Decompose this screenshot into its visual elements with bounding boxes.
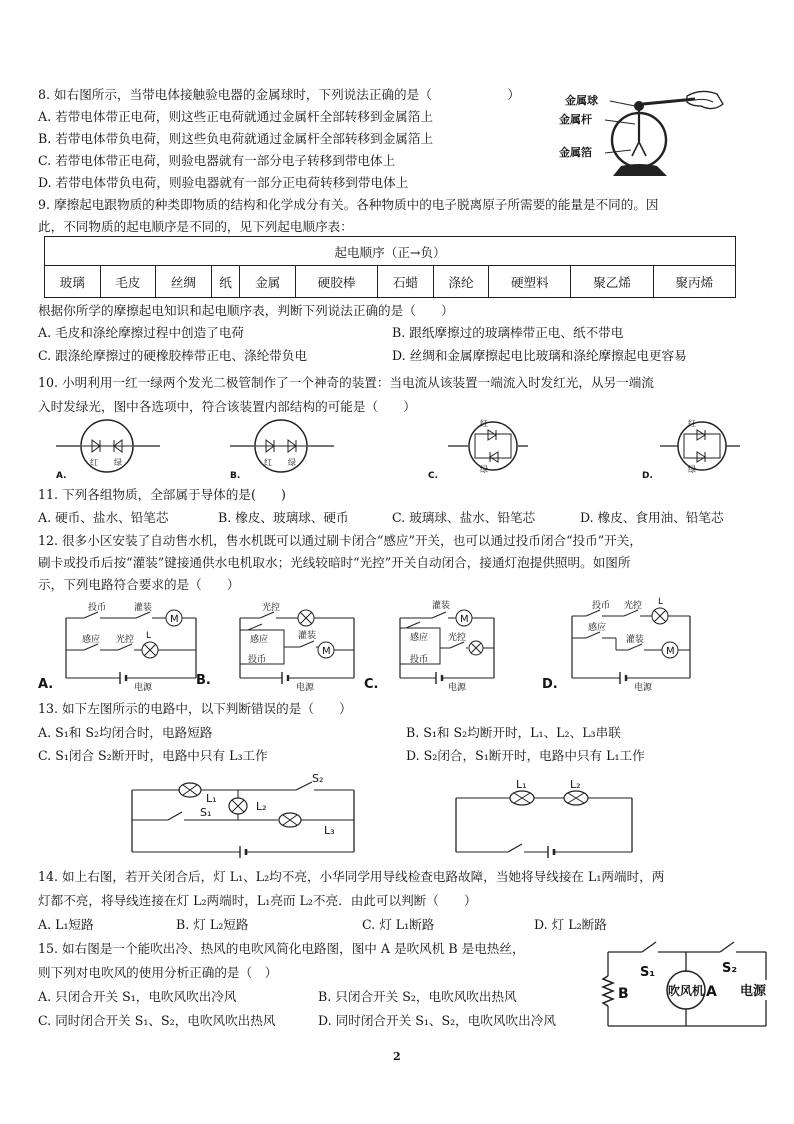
q10-figure-b (230, 418, 340, 480)
label-sense: 感应 (588, 623, 607, 633)
q8-option-c: C. 若带电体带正电荷，则验电器就有一部分电子转移到带电体上 (38, 153, 396, 168)
q12-stem-line3: 示，下列电路符合要求的是（ ） (38, 577, 240, 592)
table-cell: 硬塑料 (489, 266, 571, 298)
motor-label: M (170, 614, 179, 625)
label-sense: 感应 (82, 635, 101, 645)
label-s2: S₂ (312, 772, 324, 785)
charge-sequence-table (44, 236, 736, 298)
q13-circuit (128, 770, 364, 862)
q14-stem-line2: 灯都不亮，将导线连接在灯 L₂两端时，L₁亮而 L₂不亮．由此可以判断（ ） (38, 893, 477, 908)
label-power: 电源 (134, 683, 153, 693)
q13-option-c: C. S₁闭合 S₂断开时，电路中只有 L₃工作 (38, 748, 268, 763)
q12-fig-letter-b: B. (196, 673, 211, 688)
label-coin: 投币 (592, 601, 611, 611)
q9-option-a: A. 毛皮和涤纶摩擦过程中创造了电荷 (38, 325, 245, 340)
label-l1: L₁ (516, 778, 527, 791)
table-cell: 聚丙烯 (653, 266, 735, 298)
label-l2: L₂ (570, 778, 581, 791)
motor-label: M (460, 614, 469, 625)
q14-stem-line1: 14. 如上右图，若开关闭合后，灯 L₁、L₂均不亮，小华同学用导线检查电路故障，当她将导线接在 L₁两端时，两 (38, 869, 665, 884)
fig-letter: C. (428, 471, 439, 481)
q12-figure-d (540, 596, 700, 692)
red-label: 红 (688, 419, 696, 428)
red-label: 红 (90, 458, 98, 467)
q13-option-a: A. S₁和 S₂均闭合时，电路短路 (38, 725, 213, 740)
q9-option-b: B. 跟纸摩擦过的玻璃棒带正电、纸不带电 (392, 325, 624, 340)
q11-option-a: A. 硬币、盐水、铅笔芯 (38, 510, 169, 525)
label-l1: L₁ (206, 792, 217, 805)
label-a: A (706, 984, 717, 1000)
lamp-label: L (658, 597, 664, 607)
q9-option-d: D. 丝绸和金属摩擦起电比玻璃和涤纶摩擦起电更容易 (392, 348, 687, 363)
label-power: 电源 (740, 984, 767, 999)
label-metal-rod: 金属杆 (559, 113, 592, 126)
table-cell: 纸 (211, 266, 240, 298)
q15-stem-line2: 则下列对电吹风的使用分析正确的是（ ） (38, 965, 278, 980)
q8-option-a: A. 若带电体带正电荷，则这些正电荷就通过金属杆全部转移到金属箔上 (38, 109, 433, 124)
label-s2: S₂ (722, 961, 738, 976)
label-l3: L₃ (324, 824, 335, 837)
q13-option-d: D. S₂闭合，S₁断开时，电路中只有 L₁工作 (406, 748, 645, 763)
label-sense: 感应 (250, 635, 269, 645)
q12-stem-line1: 12. 很多小区安装了自动售水机，售水机既可以通过刷卡闭合“感应”开关，也可以通过投币闭合“投币”开关， (38, 533, 642, 548)
label-coin: 投币 (88, 603, 107, 613)
label-coin: 投币 (410, 655, 429, 665)
label-metal-foil: 金属箔 (559, 146, 592, 159)
q12-figure-c (362, 600, 512, 692)
label-fill: 灌装 (432, 601, 451, 611)
label-s1: S₁ (640, 965, 656, 980)
table-cell: 涤纶 (433, 266, 489, 298)
label-light: 光控 (262, 603, 281, 613)
label-fill: 灌装 (298, 631, 317, 641)
q11-option-b: B. 橡皮、玻璃球、硬币 (218, 510, 349, 525)
table-title: 起电顺序（正→负） (45, 237, 736, 266)
table-cell: 石蜡 (378, 266, 434, 298)
q13-option-b: B. S₁和 S₂均断开时，L₁、L₂、L₃串联 (406, 725, 621, 740)
q14-option-b: B. 灯 L₂短路 (176, 917, 249, 932)
q14-option-c: C. 灯 L₁断路 (362, 917, 435, 932)
label-light: 光控 (624, 601, 643, 611)
motor-label: M (666, 646, 675, 657)
table-cell: 丝绸 (156, 266, 212, 298)
green-label: 绿 (688, 465, 696, 474)
red-label: 红 (480, 419, 488, 428)
q12-figure-b (218, 600, 368, 692)
table-cell: 金属 (240, 266, 296, 298)
q9-stem-line1: 9. 摩擦起电跟物质的种类即物质的结构和化学成分有关。各种物质中的电子脱离原子所需要的能量是不同的。因 (38, 197, 659, 212)
q14-circuit (452, 776, 642, 862)
label-light: 光控 (116, 635, 135, 645)
q11-option-c: C. 玻璃球、盐水、铅笔芯 (392, 510, 536, 525)
fig-letter: B. (230, 471, 241, 481)
label-b: B (618, 986, 629, 1002)
q15-option-c: C. 同时闭合开关 S₁、S₂，电吹风吹出热风 (38, 1013, 276, 1028)
q10-figure-a (56, 418, 166, 480)
label-power: 电源 (634, 683, 653, 693)
q15-hairdryer-circuit (598, 938, 784, 1034)
q10-figure-c (418, 414, 528, 480)
q8-option-b: B. 若带电体带负电荷，则这些负电荷就通过金属杆全部转移到金属箔上 (38, 131, 434, 146)
green-label: 绿 (288, 458, 296, 467)
table-cell: 硬胶棒 (295, 266, 377, 298)
q11-stem: 11. 下列各组物质，全部属于导体的是( ) (38, 487, 286, 502)
q15-option-b: B. 只闭合开关 S₂，电吹风吹出热风 (318, 989, 517, 1004)
electroscope-figure (555, 92, 725, 192)
fig-letter: D. (642, 471, 653, 481)
label-s1: S₁ (200, 806, 212, 819)
label-power: 电源 (296, 683, 315, 693)
q12-stem-line2: 刷卡或投币后按“灌装”键接通供水电机取水；光线较暗时“光控”开关自动闭合，接通灯泡提供照明。如图所 (38, 555, 631, 570)
q9-question: 根据你所学的摩擦起电知识和起电顺序表，判断下列说法正确的是（ ） (38, 303, 454, 318)
fig-letter: D. (542, 677, 558, 692)
q14-option-d: D. 灯 L₂断路 (534, 917, 607, 932)
page-number: 2 (393, 1050, 401, 1063)
motor-label: M (322, 646, 331, 657)
label-light: 光控 (448, 633, 467, 643)
label-power: 电源 (448, 683, 467, 693)
fig-letter: A. (38, 677, 54, 692)
q15-stem-line1: 15. 如右图是一个能吹出冷、热风的电吹风简化电路图，图中 A 是吹风机 B 是电热丝， (38, 941, 525, 956)
table-cell: 聚乙烯 (571, 266, 653, 298)
q10-stem-line1: 10. 小明利用一红一绿两个发光二极管制作了一个神奇的装置：当电流从该装置一端流入时发红光，从另一端流 (38, 375, 654, 390)
label-metal-ball: 金属球 (565, 94, 598, 107)
lamp-label: L (146, 631, 152, 641)
fig-letter: C. (364, 677, 379, 692)
q15-option-d: D. 同时闭合开关 S₁、S₂，电吹风吹出冷风 (318, 1013, 556, 1028)
q14-option-a: A. L₁短路 (38, 917, 94, 932)
table-cell: 玻璃 (45, 266, 101, 298)
label-l2: L₂ (256, 800, 267, 813)
q8-option-d: D. 若带电体带负电荷，则验电器就有一部分正电荷转移到带电体上 (38, 175, 409, 190)
q12-figure-a (36, 600, 206, 692)
q8-stem: 8. 如右图所示，当带电体接触验电器的金属球时，下列说法正确的是（ ） (38, 87, 520, 102)
fig-letter: A. (56, 471, 67, 481)
q13-stem: 13. 如下左图所示的电路中，以下判断错误的是（ ） (38, 701, 352, 716)
q10-stem-line2: 入时发绿光，图中各选项中，符合该装置内部结构的可能是（ ） (38, 399, 416, 414)
label-sense: 感应 (410, 633, 429, 643)
label-fill: 灌装 (134, 603, 153, 613)
red-label: 红 (264, 458, 272, 467)
label-fill: 灌装 (626, 635, 645, 645)
table-cell: 毛皮 (100, 266, 156, 298)
green-label: 绿 (114, 458, 122, 467)
q10-figure-d (640, 414, 750, 480)
label-fan: 吹风机 (668, 984, 705, 998)
green-label: 绿 (480, 465, 488, 474)
q11-option-d: D. 橡皮、食用油、铅笔芯 (580, 510, 724, 525)
q15-option-a: A. 只闭合开关 S₁，电吹风吹出冷风 (38, 989, 237, 1004)
q9-stem-line2: 此，不同物质的起电顺序是不同的，见下列起电顺序表： (38, 219, 353, 234)
q9-option-c: C. 跟涤纶摩擦过的硬橡胶棒带正电、涤纶带负电 (38, 348, 308, 363)
label-coin: 投币 (248, 655, 267, 665)
